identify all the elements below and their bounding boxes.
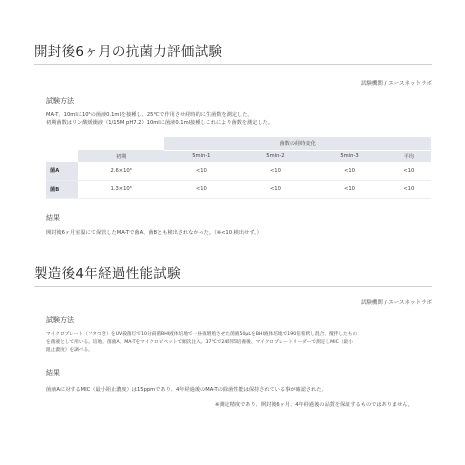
table-row xyxy=(46,162,431,180)
section1-divider xyxy=(34,64,432,65)
table-group-header: 菌数の経時変化 xyxy=(164,137,431,150)
row-label: 菌B xyxy=(46,180,78,198)
section1-method-heading: 試験方法 xyxy=(46,97,74,105)
table-cell: <10 xyxy=(312,180,386,198)
section2-method-text xyxy=(46,331,426,355)
table-cell: <10 xyxy=(238,180,312,198)
table-cell: <10 xyxy=(387,162,431,180)
column-header: 5min-3 xyxy=(312,150,386,162)
bacteria-count-table xyxy=(46,137,431,199)
table-cell: <10 xyxy=(238,162,312,180)
table-cell: <10 xyxy=(387,180,431,198)
disclaimer-note: ※測定精度であり、開封後6ヶ月、4年経過後の品質を保証するものではありません。 xyxy=(214,402,413,408)
column-header: 5min-1 xyxy=(164,150,238,162)
table-row xyxy=(46,180,431,198)
column-header: 5min-2 xyxy=(238,150,312,162)
section2-method-heading: 試験方法 xyxy=(46,316,74,324)
method-line: 阻止濃度）を調べる。 xyxy=(46,348,93,353)
column-header: 初期 xyxy=(78,150,164,162)
column-header: 平均 xyxy=(387,150,431,162)
section1-lab: 試験機関 / エースネットラボ xyxy=(360,81,432,87)
row-label: 菌A xyxy=(46,162,78,180)
section1-title: 開封後6ヶ月の抗菌力評価試験 xyxy=(34,44,223,60)
section2-title: 製造後4年経過性能試験 xyxy=(34,266,181,282)
section2-result-heading: 結果 xyxy=(46,369,60,377)
section1-method-text xyxy=(46,111,426,127)
section1-result-heading: 結果 xyxy=(46,214,60,222)
table-cell: <10 xyxy=(164,162,238,180)
method-line: を菌液として用いる。培地、菌液A、MA-Tをマイクロピペットで順次注入。37℃で24時間培養後、マイクロプレートリーダーで測定しMIC（最小 xyxy=(46,340,353,345)
method-line: 初期菌数はリン酸緩衝液（1/15M pH7.2）10mlに菌液0.1ml接種しこれにより菌数を測定した。 xyxy=(46,120,274,126)
section2-result-text: 菌液Aに対するMIC（最小阻止濃度）は15ppmであり、4年経過後のMA-Tの除菌性能は保持されている事が確認された。 xyxy=(46,387,327,393)
section2-divider xyxy=(34,286,432,287)
table-cell: <10 xyxy=(164,180,238,198)
method-line: マイクロプレート（フタつき）をUV殺菌灯で10分殺菌BHI液体培地で一昼夜増殖させた菌液50μLをBHI液体培地で190倍希釈し混合、攪拌したもの xyxy=(46,332,358,337)
method-line: MA-T、10mlに10⁵の菌液0.1mlを接種し、25℃で作用させ経時的に生菌数を測定した。 xyxy=(46,112,253,118)
section1-result-text: 開封後6ヶ月室温にて保管したMA-Tで菌A、菌Bとも検出されなかった。（※<10 検出せず。） xyxy=(46,230,262,236)
table-cell: 2.6×10⁶ xyxy=(78,162,164,180)
section2-lab: 試験機関 / エースネットラボ xyxy=(360,300,432,306)
table-cell: <10 xyxy=(312,162,386,180)
table-cell: 1.3×10⁶ xyxy=(78,180,164,198)
